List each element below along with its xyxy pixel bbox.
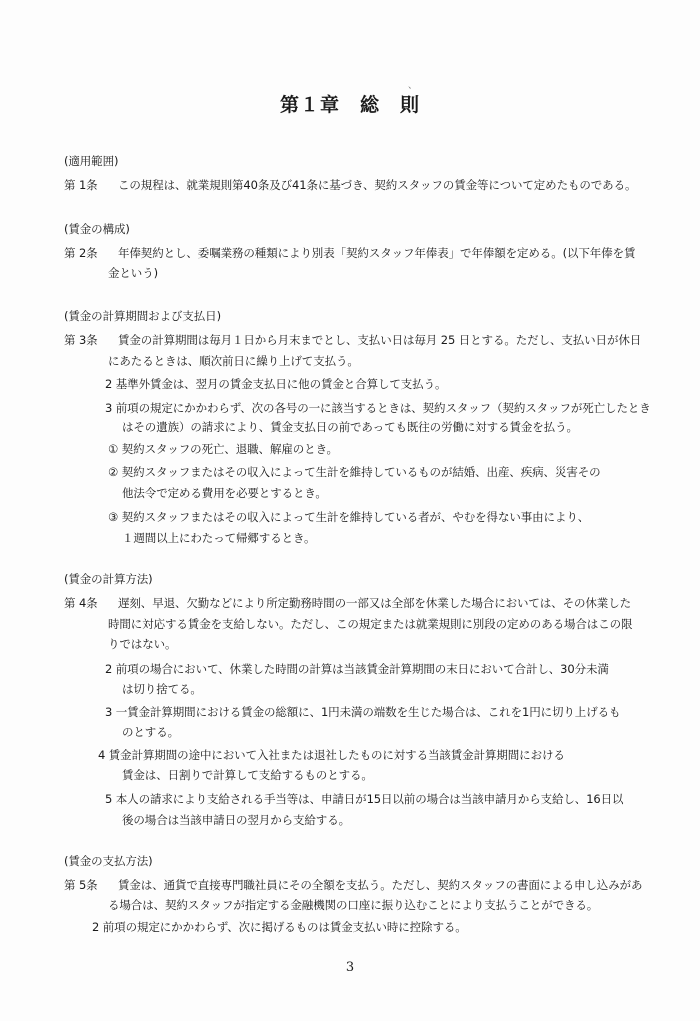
article-4-line-3: りではない。 [108, 637, 177, 651]
article-3-item-2-line-2: 他法令で定める費用を必要とするとき。 [122, 486, 327, 500]
article-4-paragraph-2-line-2: は切り捨てる。 [122, 682, 202, 696]
article-3-item-1: ① 契約スタッフの死亡、退職、解雇のとき。 [108, 442, 338, 456]
page-number: 3 [345, 960, 355, 975]
article-number-2: 第 2条 [64, 246, 98, 260]
article-4-line-2: 時間に対応する賃金を支給しない。ただし、この規定または就業規則に別段の定めのある場合はこの限 [108, 617, 633, 631]
article-3-item-3-line-1: ③ 契約スタッフまたはその収入によって生計を維持している者が、やむを得ない事由により、 [108, 510, 590, 524]
section-heading-payment-method: (賃金の支払方法) [64, 854, 153, 868]
article-4-paragraph-4-line-2: 賃金は、日割りで計算して支給するものとする。 [122, 768, 373, 782]
article-number-3: 第 3条 [64, 333, 98, 347]
article-3-paragraph-3-line-1: 3 前項の規定にかかわらず、次の各号の一に該当するときは、契約スタッフ（契約スタッフが死亡したとき [105, 401, 651, 415]
article-3-paragraph-2: 2 基準外賃金は、翌月の賃金支払日に他の賃金と合算して支払う。 [105, 377, 447, 391]
section-heading-wage-structure: (賃金の構成) [64, 222, 130, 236]
article-4-paragraph-5-line-2: 後の場合は当該申請日の翌月から支給する。 [122, 813, 350, 827]
section-heading-calculation: (賃金の計算方法) [64, 572, 153, 586]
article-3-item-3-line-2: １週間以上にわたって帰郷するとき。 [122, 531, 316, 545]
article-2-line-2: 金という) [108, 266, 158, 280]
article-3-paragraph-3-line-2: はその遺族）の請求により、賃金支払日の前であっても既往の労働に対する賃金を払う。 [122, 420, 578, 434]
chapter-title: 第１章 総 則 [279, 94, 420, 116]
article-5-paragraph-2: 2 前項の規定にかかわらず、次に掲げるものは賃金支払い時に控除する。 [92, 920, 467, 934]
section-heading-pay-period: (賃金の計算期間および支払日) [64, 309, 221, 323]
article-number-4: 第 4条 [64, 596, 98, 610]
article-4-paragraph-4-line-1: 4 賃金計算期間の途中において入社または退社したものに対する当該賃金計算期間における [98, 748, 565, 762]
article-5-line-2: る場合は、契約スタッフが指定する金融機関の口座に振り込むことにより支払うことができる。 [108, 898, 599, 912]
article-number-1: 第 1条 [64, 178, 98, 192]
article-3-line-2: にあたるときは、順次前日に繰り上げて支払う。 [108, 354, 359, 368]
article-2-line-1: 年俸契約とし、委嘱業務の種類により別表「契約スタッフ年俸表」で年俸額を定める。(以下年俸を賃 [118, 246, 636, 260]
stray-mark: 、 [408, 81, 418, 91]
section-heading-scope: (適用範囲) [64, 154, 119, 168]
article-5-line-1: 賃金は、通貨で直接専門職社員にその全額を支払う。ただし、契約スタッフの書面による申し込みがあ [118, 878, 643, 892]
article-3-item-2-line-1: ② 契約スタッフまたはその収入によって生計を維持しているものが結婚、出産、疾病、災害その [108, 465, 601, 479]
article-4-paragraph-5-line-1: 5 本人の請求により支給される手当等は、申請日が15日以前の場合は当該申請月から支給し、16日以 [105, 792, 624, 806]
article-4-paragraph-3-line-1: 3 一賃金計算期間における賃金の総額に、1円未満の端数を生じた場合は、これを1円に切り上げるも [105, 705, 621, 719]
article-4-paragraph-2-line-1: 2 前項の場合において、休業した時間の計算は当該賃金計算期間の末日において合計し、30分未満 [105, 662, 609, 676]
article-1-text: この規程は、就業規則第40条及び41条に基づき、契約スタッフの賃金等について定めたものである。 [118, 178, 637, 192]
article-4-line-1: 遅刻、早退、欠勤などにより所定勤務時間の一部又は全部を休業した場合においては、その休業した [118, 596, 631, 610]
article-number-5: 第 5条 [64, 878, 98, 892]
article-4-paragraph-3-line-2: のとする。 [122, 725, 179, 739]
article-3-line-1: 賃金の計算期間は毎月１日から月末までとし、支払い日は毎月 25 日とする。ただし、支払い日が休日 [118, 333, 642, 347]
